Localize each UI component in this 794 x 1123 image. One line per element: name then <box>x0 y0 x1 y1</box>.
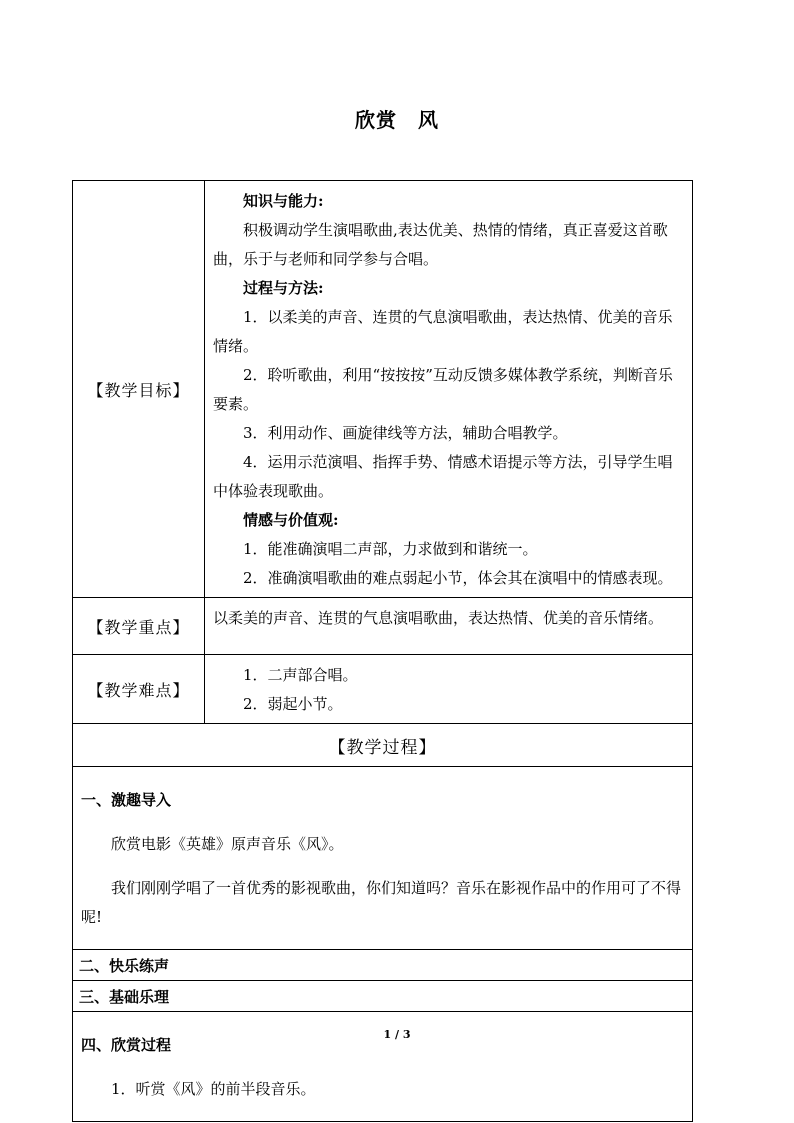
section-heading: 三、基础乐理 <box>73 981 693 1012</box>
knowledge-text: 积极调动学生演唱歌曲,表达优美、热情的情绪，真正喜爱这首歌曲，乐于与老师和同学参与合唱。 <box>213 221 668 268</box>
focus-content <box>205 598 693 655</box>
objectives-content <box>205 181 693 598</box>
section-row <box>73 950 693 981</box>
lesson-plan-table <box>72 180 693 1122</box>
section-row <box>73 767 693 950</box>
objectives-row <box>73 181 693 598</box>
difficulty-content <box>205 655 693 724</box>
emotion-item: 2．准确演唱歌曲的难点弱起小节，体会其在演唱中的情感表现。 <box>243 569 673 587</box>
difficulty-label: 【教学难点】 <box>73 655 205 724</box>
process-item: 2．聆听歌曲，利用“按按按”互动反馈多媒体教学系统，判断音乐要素。 <box>213 366 673 413</box>
process-item: 4．运用示范演唱、指挥手势、情感术语提示等方法，引导学生唱中体验表现歌曲。 <box>213 453 673 500</box>
section-heading: 二、快乐练声 <box>73 950 693 981</box>
difficulty-item: 1．二声部合唱。 <box>243 666 358 684</box>
process-item: 1．以柔美的声音、连贯的气息演唱歌曲，表达热情、优美的音乐情绪。 <box>213 308 673 355</box>
emotion-item: 1．能准确演唱二声部，力求做到和谐统一。 <box>243 540 538 558</box>
page-title: 欣赏 风 <box>355 108 439 132</box>
process-item: 3．利用动作、画旋律线等方法，辅助合唱教学。 <box>243 424 568 442</box>
section-row <box>73 981 693 1012</box>
section-line: 我们刚刚学唱了一首优秀的影视歌曲，你们知道吗？音乐在影视作品中的作用可了不得呢! <box>81 879 682 926</box>
focus-row <box>73 598 693 655</box>
objectives-label: 【教学目标】 <box>73 181 205 598</box>
focus-label: 【教学重点】 <box>73 598 205 655</box>
difficulty-row <box>73 655 693 724</box>
process-title: 【教学过程】 <box>73 724 693 767</box>
section-heading: 一、激趣导入 <box>81 791 172 809</box>
page-number: 1 / 3 <box>383 1028 411 1041</box>
process-heading: 过程与方法: <box>243 279 324 297</box>
process-title-row <box>73 724 693 767</box>
section-heading: 四、欣赏过程 <box>81 1036 172 1054</box>
emotion-heading: 情感与价值观: <box>243 511 339 529</box>
section-intro <box>73 767 693 950</box>
difficulty-item: 2．弱起小节。 <box>243 695 343 713</box>
focus-text: 以柔美的声音、连贯的气息演唱歌曲，表达热情、优美的音乐情绪。 <box>213 609 664 627</box>
knowledge-heading: 知识与能力: <box>243 192 324 210</box>
section-line: 欣赏电影《英雄》原声音乐《风》。 <box>111 835 344 853</box>
section-line: 1．听赏《风》的前半段音乐。 <box>111 1080 316 1098</box>
